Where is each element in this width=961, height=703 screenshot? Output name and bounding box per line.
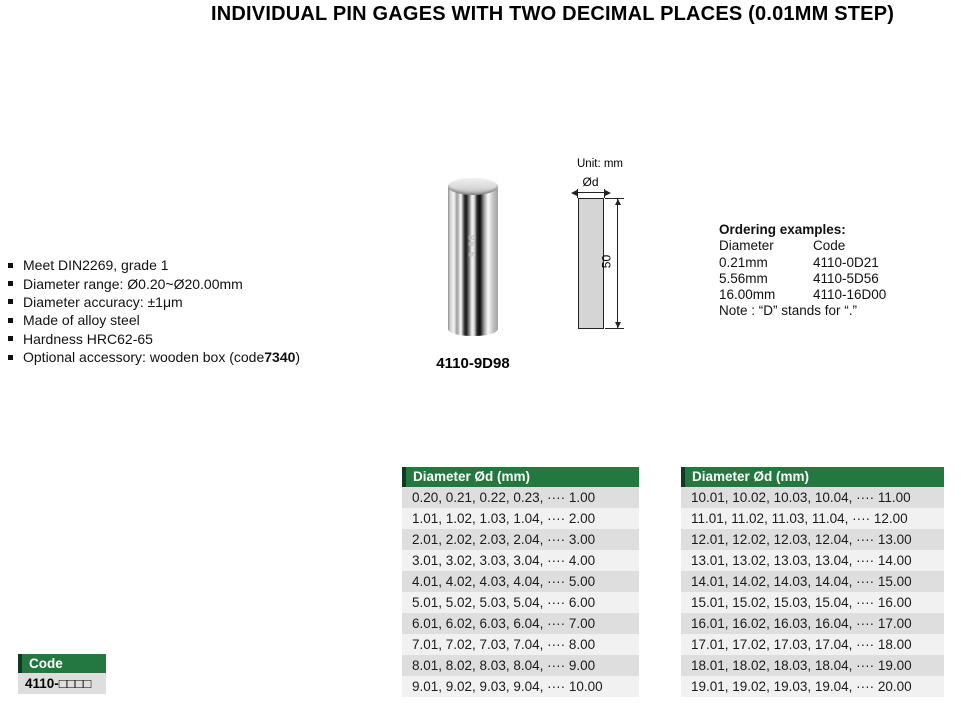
code-block-header: Code [18, 654, 106, 673]
arrow-right-icon [605, 190, 611, 196]
table-row: 4.01, 4.02, 4.03, 4.04, ···· 5.00 [402, 571, 639, 592]
ordering-examples [719, 222, 939, 320]
table-row: 0.20, 0.21, 0.22, 0.23, ···· 1.00 [402, 487, 639, 508]
ordering-diameter: 5.56mm [719, 270, 768, 286]
feature-item [8, 293, 300, 311]
table-rows [402, 487, 639, 697]
feature-text: Hardness HRC62-65 [23, 330, 153, 347]
arrow-left-icon [571, 190, 577, 196]
length-dim-label: 50 [599, 254, 614, 269]
pin-engraving: 9.98 [467, 233, 479, 258]
ordering-diameter: 0.21mm [719, 254, 768, 270]
feature-text: Made of alloy steel [23, 312, 140, 329]
feature-text: Diameter range: Ø0.20~Ø20.00mm [23, 275, 243, 292]
ordering-diameter: 16.00mm [719, 287, 776, 303]
feature-item [8, 330, 300, 348]
table-row: 6.01, 6.02, 6.03, 6.04, ···· 7.00 [402, 613, 639, 634]
table-header: Diameter Ød (mm) [681, 467, 944, 487]
table-row: 11.01, 11.02, 11.03, 11.04, ···· 12.00 [681, 508, 944, 529]
accessory-code: 7340 [264, 349, 296, 366]
bullet-square-icon [8, 336, 13, 341]
ordering-code: 4110-0D21 [813, 254, 879, 270]
ordering-note: Note : “D” stands for “.” [719, 303, 858, 319]
product-code-caption: 4110-9D98 [436, 355, 510, 372]
h-dim-tick-left [577, 189, 578, 198]
table-row: 13.01, 13.02, 13.03, 13.04, ···· 14.00 [681, 550, 944, 571]
diameter-table-right [681, 467, 944, 697]
feature-text: Meet DIN2269, grade 1 [23, 257, 169, 274]
features-list [8, 256, 300, 366]
bullet-square-icon [8, 263, 13, 268]
bullet-square-icon [8, 318, 13, 323]
table-row: 12.01, 12.02, 12.03, 12.04, ···· 13.00 [681, 529, 944, 550]
ordering-col-code: Code [813, 238, 846, 254]
pin-top-face [448, 178, 498, 195]
table-row: 9.01, 9.02, 9.03, 9.04, ···· 10.00 [402, 676, 639, 697]
table-row: 15.01, 15.02, 15.03, 15.04, ···· 16.00 [681, 592, 944, 613]
unit-label: Unit: mm [577, 158, 623, 170]
table-row: 2.01, 2.02, 2.03, 2.04, ···· 3.00 [402, 529, 639, 550]
diameter-dim-label: Ød [582, 175, 599, 189]
bullet-square-icon [8, 355, 13, 360]
feature-text: Optional accessory: wooden box (code [23, 349, 265, 366]
ordering-code: 4110-5D56 [813, 270, 879, 286]
bullet-square-icon [8, 281, 13, 286]
arrow-up-icon [615, 199, 621, 205]
pin-gage-photo [448, 178, 498, 336]
ordering-heading: Ordering examples: [719, 222, 846, 237]
arrow-down-icon [615, 322, 621, 328]
page-title: INDIVIDUAL PIN GAGES WITH TWO DECIMAL PLACES (0.01MM STEP) [211, 3, 895, 25]
feature-item [8, 348, 300, 366]
bullet-square-icon [8, 299, 13, 304]
ordering-row [719, 287, 939, 303]
v-dim-tick-bottom [605, 328, 624, 329]
feature-item [8, 274, 300, 292]
feature-item [8, 256, 300, 274]
ordering-column-headers [719, 238, 939, 254]
ordering-row [719, 255, 939, 271]
table-header: Diameter Ød (mm) [402, 467, 639, 487]
table-row: 3.01, 3.02, 3.03, 3.04, ···· 4.00 [402, 550, 639, 571]
table-rows [681, 487, 944, 697]
table-row: 18.01, 18.02, 18.03, 18.04, ···· 19.00 [681, 655, 944, 676]
feature-item [8, 311, 300, 329]
feature-text: Diameter accuracy: ±1μm [23, 293, 183, 310]
code-block-value: 4110-□□□□ [18, 673, 106, 694]
table-row: 19.01, 19.02, 19.03, 19.04, ···· 20.00 [681, 676, 944, 697]
diameter-table-left [402, 467, 639, 697]
ordering-row [719, 271, 939, 287]
table-row: 7.01, 7.02, 7.03, 7.04, ···· 8.00 [402, 634, 639, 655]
table-row: 17.01, 17.02, 17.03, 17.04, ···· 18.00 [681, 634, 944, 655]
ordering-col-diameter: Diameter [719, 238, 774, 254]
table-row: 10.01, 10.02, 10.03, 10.04, ···· 11.00 [681, 487, 944, 508]
table-row: 16.01, 16.02, 16.03, 16.04, ···· 17.00 [681, 613, 944, 634]
table-row: 14.01, 14.02, 14.03, 14.04, ···· 15.00 [681, 571, 944, 592]
h-dimension-line [577, 192, 605, 193]
table-row: 8.01, 8.02, 8.03, 8.04, ···· 9.00 [402, 655, 639, 676]
feature-text: ) [295, 349, 301, 366]
table-row: 5.01, 5.02, 5.03, 5.04, ···· 6.00 [402, 592, 639, 613]
ordering-code: 4110-16D00 [813, 287, 887, 303]
v-dimension-line [617, 199, 618, 328]
table-row: 1.01, 1.02, 1.03, 1.04, ···· 2.00 [402, 508, 639, 529]
